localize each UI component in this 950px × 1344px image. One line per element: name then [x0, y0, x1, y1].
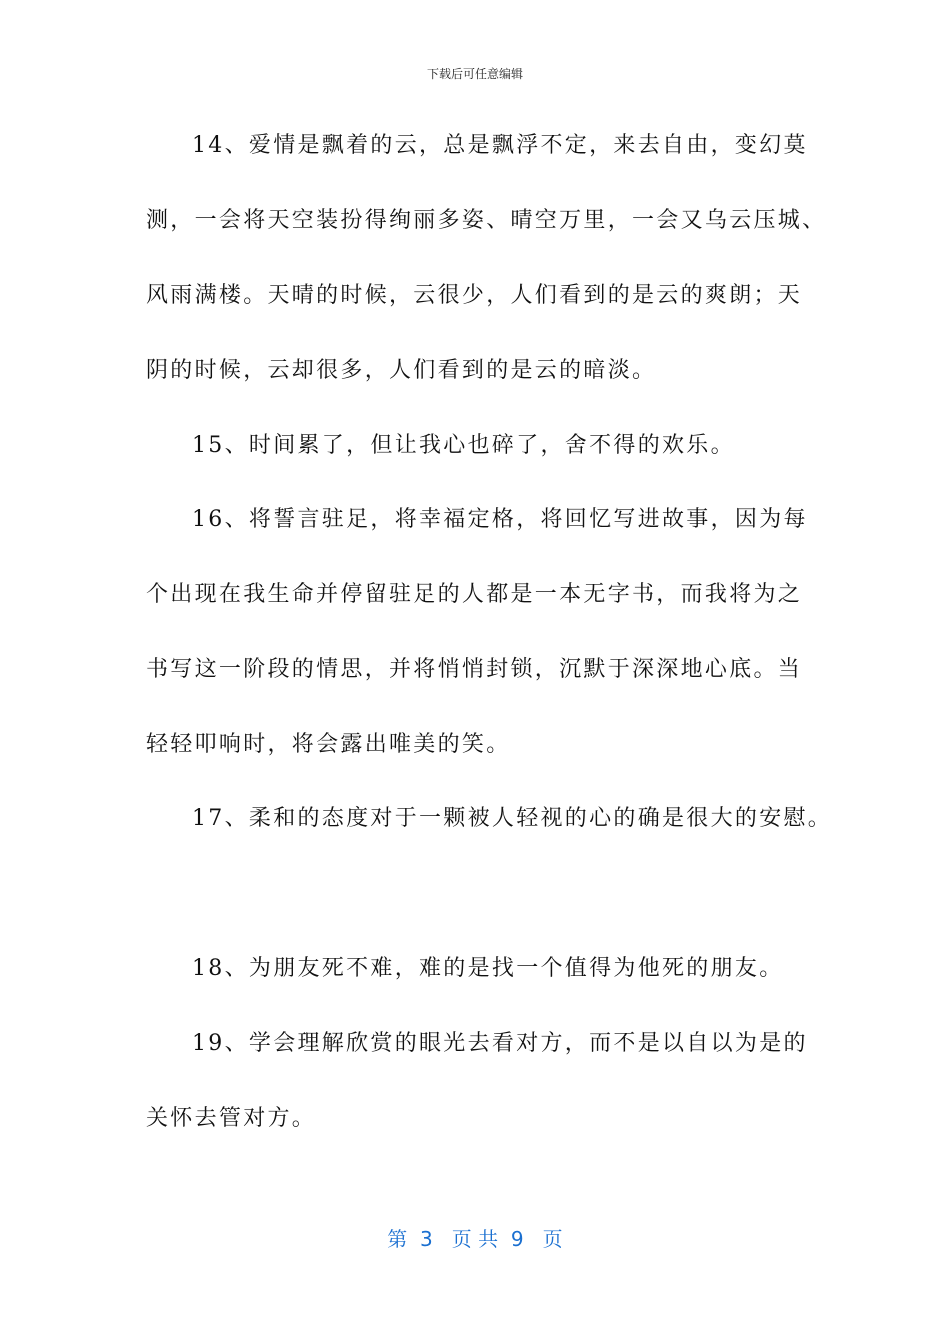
page-header: 下载后可任意编辑	[426, 67, 523, 81]
paragraph-14-line-4: 阴的时候，云却很多，人们看到的是云的暗淡。	[146, 358, 657, 383]
paragraph-15-line-1: 15、时间累了，但让我心也碎了，舍不得的欢乐。	[192, 433, 735, 458]
paragraph-14-line-3: 风雨满楼。天晴的时候，云很少，人们看到的是云的爽朗；天	[146, 283, 803, 308]
paragraph-19-line-2: 关怀去管对方。	[146, 1106, 317, 1131]
page-number-footer: 第 3 页 共 9 页	[387, 1227, 563, 1251]
paragraph-14-line-2: 测，一会将天空装扮得绚丽多姿、晴空万里，一会又乌云压城、	[146, 208, 827, 233]
paragraph-16-line-1: 16、将誓言驻足，将幸福定格，将回忆写进故事，因为每	[192, 507, 808, 532]
paragraph-14-line-1: 14、爱情是飘着的云，总是飘浮不定，来去自由，变幻莫	[192, 133, 808, 158]
paragraph-16-line-2: 个出现在我生命并停留驻足的人都是一本无字书，而我将为之	[146, 582, 803, 607]
paragraph-18-line-1: 18、为朋友死不难，难的是找一个值得为他死的朋友。	[192, 956, 784, 981]
paragraph-19-line-1: 19、学会理解欣赏的眼光去看对方，而不是以自以为是的	[192, 1031, 808, 1056]
paragraph-16-line-3: 书写这一阶段的情思，并将悄悄封锁，沉默于深深地心底。当	[146, 657, 803, 682]
paragraph-17-line-1: 17、柔和的态度对于一颗被人轻视的心的确是很大的安慰。	[192, 806, 833, 831]
paragraph-16-line-4: 轻轻叩响时，将会露出唯美的笑。	[146, 732, 511, 757]
